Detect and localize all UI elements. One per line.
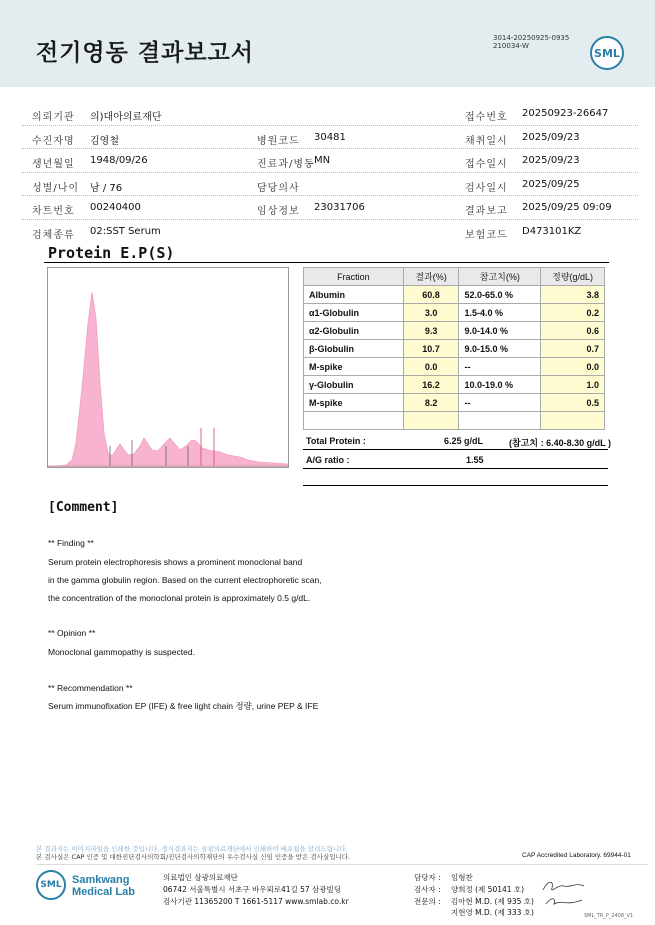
- fraction-result: 60.8: [403, 286, 459, 304]
- electrophoresis-curve: [48, 268, 288, 467]
- receipt-no-value: 20250923-26647: [522, 108, 609, 119]
- fraction-name: M-spike: [304, 394, 404, 412]
- finding-line-1: Serum protein electrophoresis shows a prominent monoclonal band: [48, 557, 303, 567]
- report-label: 결과보고: [465, 206, 508, 217]
- birth-value: 1948/09/26: [90, 155, 148, 166]
- insurance-value: D473101KZ: [522, 225, 582, 237]
- clinical-value: 23031706: [314, 202, 365, 213]
- fraction-reference: --: [459, 358, 541, 376]
- table-row: [304, 340, 605, 358]
- electrophoresis-scan: [47, 267, 289, 468]
- fraction-result: 16.2: [403, 376, 459, 394]
- patient-info: [22, 102, 638, 243]
- doc-code-line-1: 3014-20250925-0935: [493, 34, 570, 42]
- section-title: Protein E.P(S): [48, 244, 175, 262]
- fraction-reference: 1.5-4.0 %: [459, 304, 541, 322]
- info-row-4: [22, 173, 638, 197]
- ag-ratio-label: A/G ratio :: [306, 455, 350, 465]
- fraction-reference: 9.0-14.0 %: [459, 322, 541, 340]
- total-protein-row: [303, 432, 611, 450]
- info-row-1: [22, 102, 638, 126]
- fraction-name: α2-Globulin: [304, 322, 404, 340]
- test-value: 2025/09/25: [522, 178, 580, 190]
- opinion-heading: ** Opinion **: [48, 628, 96, 638]
- birth-label: 생년월일: [32, 159, 75, 170]
- fraction-concentration: 3.8: [541, 286, 605, 304]
- fraction-reference: 9.0-15.0 %: [459, 340, 541, 358]
- footer-notice-1: 본 결과지는 이미지파일을 인쇄한 것입니다. 정식결과지는 삼광의료재단에서 인쇄하여 배포됨을 알려드립니다.: [36, 845, 348, 853]
- fraction-name: β-Globulin: [304, 340, 404, 358]
- foundation-contact: 검사기관 11365200 T 1661-5117 www.smlab.co.kr: [163, 897, 349, 906]
- receipt-no-label: 접수번호: [465, 112, 508, 123]
- chart-value: 00240400: [90, 202, 141, 213]
- fraction-concentration: [541, 412, 605, 430]
- fraction-concentration: 1.0: [541, 376, 605, 394]
- hospital-code-label: 병원코드: [257, 135, 300, 147]
- fraction-concentration: 0.2: [541, 304, 605, 322]
- patient-value: 김영철: [90, 135, 119, 147]
- collect-label: 채취일시: [465, 135, 508, 147]
- finding-line-2: in the gamma globulin region. Based on the current electrophoretic scan,: [48, 575, 322, 585]
- fraction-concentration: 0.6: [541, 322, 605, 340]
- opinion-line-1: Monoclonal gammopathy is suspected.: [48, 647, 195, 657]
- insurance-label: 보험코드: [465, 229, 508, 241]
- cap-accreditation: CAP Accredited Laboratory. 69944-01: [522, 852, 631, 859]
- tester-value: 양희정 (제 50141 호): [451, 885, 525, 894]
- expert-value-2: 지현영 M.D. (제 333 호): [451, 908, 534, 917]
- hospital-code-value: 30481: [314, 131, 346, 143]
- fraction-result: [403, 412, 459, 430]
- fraction-result: 0.0: [403, 358, 459, 376]
- table-row: [304, 376, 605, 394]
- fraction-result: 9.3: [403, 322, 459, 340]
- table-row: [304, 286, 605, 304]
- info-row-5: [22, 196, 638, 220]
- fraction-concentration: 0.5: [541, 394, 605, 412]
- signature: [538, 878, 588, 910]
- chart-label: 차트번호: [32, 206, 75, 217]
- sex-value: 남 / 76: [90, 182, 123, 194]
- specimen-value: 02:SST Serum: [90, 225, 161, 237]
- institution-label: 의뢰기관: [32, 112, 75, 123]
- col-reference: 참고치(%): [459, 268, 541, 286]
- table-bottom-rule: [303, 485, 608, 486]
- charge-value: 임형찬: [451, 873, 473, 882]
- receive-label: 접수일시: [465, 159, 508, 170]
- form-version: SML_TR_P_2408_V1: [584, 913, 634, 919]
- fraction-name: α1-Globulin: [304, 304, 404, 322]
- fraction-result: 8.2: [403, 394, 459, 412]
- info-row-3: [22, 149, 638, 173]
- doc-code-line-2: 210034-W: [493, 42, 529, 50]
- section-divider: [44, 262, 609, 263]
- specimen-label: 검체종류: [32, 229, 75, 241]
- table-header-row: [304, 268, 605, 286]
- sml-logo: SML: [590, 36, 624, 70]
- test-label: 검사일시: [465, 182, 508, 194]
- table-row: [304, 304, 605, 322]
- info-row-6: [22, 220, 638, 244]
- recommendation-line-1: Serum immunofixation EP (IFE) & free light chain 정량, urine PEP & IFE: [48, 701, 319, 711]
- ag-ratio-row: [303, 451, 608, 469]
- page-title: 전기영동 결과보고서: [36, 40, 254, 66]
- expert-label: 전문의 :: [414, 897, 441, 906]
- table-row: [304, 412, 605, 430]
- patient-label: 수진자명: [32, 135, 75, 147]
- finding-line-3: the concentration of the monoclonal protein is approximately 0.5 g/dL.: [48, 593, 311, 603]
- fraction-result: 3.0: [403, 304, 459, 322]
- col-result: 결과(%): [403, 268, 459, 286]
- tester-label: 검사자 :: [414, 885, 441, 894]
- fraction-name: M-spike: [304, 358, 404, 376]
- doctor-label: 담당의사: [257, 182, 300, 194]
- table-row: [304, 358, 605, 376]
- dept-label: 진료과/병동: [257, 159, 315, 170]
- footer-brand: [72, 874, 135, 898]
- charge-label: 담당자 :: [414, 873, 441, 882]
- collect-value: 2025/09/23: [522, 131, 580, 143]
- fraction-name: Albumin: [304, 286, 404, 304]
- fraction-result: 10.7: [403, 340, 459, 358]
- ag-ratio-value: 1.55: [466, 455, 484, 465]
- finding-heading: ** Finding **: [48, 538, 94, 548]
- fraction-concentration: 0.7: [541, 340, 605, 358]
- fraction-reference: --: [459, 394, 541, 412]
- total-protein-ref: (참고치 : 6.40-8.30 g/dL ): [509, 438, 611, 448]
- table-row: [304, 322, 605, 340]
- footer-notice-2: 본 검사실은 CAP 인증 및 대한진단검사의학회/진단검사의학재단의 우수검사실 신임 인증을 받은 검사실입니다.: [36, 853, 351, 861]
- total-protein-value: 6.25 g/dL: [444, 436, 484, 446]
- foundation-name: 의료법인 삼광의료재단: [163, 873, 238, 882]
- foundation-address: 06742 서울특별시 서초구 바우뫼로41길 57 삼광빌딩: [163, 885, 342, 894]
- dept-value: MN: [314, 155, 331, 166]
- expert-value-1: 김아현 M.D. (제 935 호): [451, 897, 534, 906]
- document-code: [493, 34, 569, 50]
- fraction-name: [304, 412, 404, 430]
- fraction-reference: [459, 412, 541, 430]
- info-row-2: [22, 126, 638, 150]
- col-concentration: 정량(g/dL): [541, 268, 605, 286]
- recommendation-heading: ** Recommendation **: [48, 683, 133, 693]
- sex-label: 성별/나이: [32, 182, 80, 194]
- comment-heading: [Comment]: [48, 500, 119, 515]
- fraction-reference: 10.0-19.0 %: [459, 376, 541, 394]
- fraction-reference: 52.0-65.0 %: [459, 286, 541, 304]
- footer-divider: [36, 864, 648, 865]
- fraction-table: [303, 267, 605, 430]
- total-protein-label: Total Protein :: [306, 436, 366, 446]
- fraction-name: γ-Globulin: [304, 376, 404, 394]
- densitometry-trace: [48, 292, 288, 467]
- institution-value: 의)대아의료재단: [90, 112, 162, 123]
- col-fraction: Fraction: [304, 268, 404, 286]
- footer-logo: SML: [36, 870, 66, 900]
- fraction-concentration: 0.0: [541, 358, 605, 376]
- brand-line-1: Samkwang: [72, 874, 130, 886]
- table-row: [304, 394, 605, 412]
- clinical-label: 임상정보: [257, 206, 300, 217]
- report-value: 2025/09/25 09:09: [522, 202, 612, 213]
- receive-value: 2025/09/23: [522, 155, 580, 166]
- brand-line-2: Medical Lab: [72, 886, 135, 898]
